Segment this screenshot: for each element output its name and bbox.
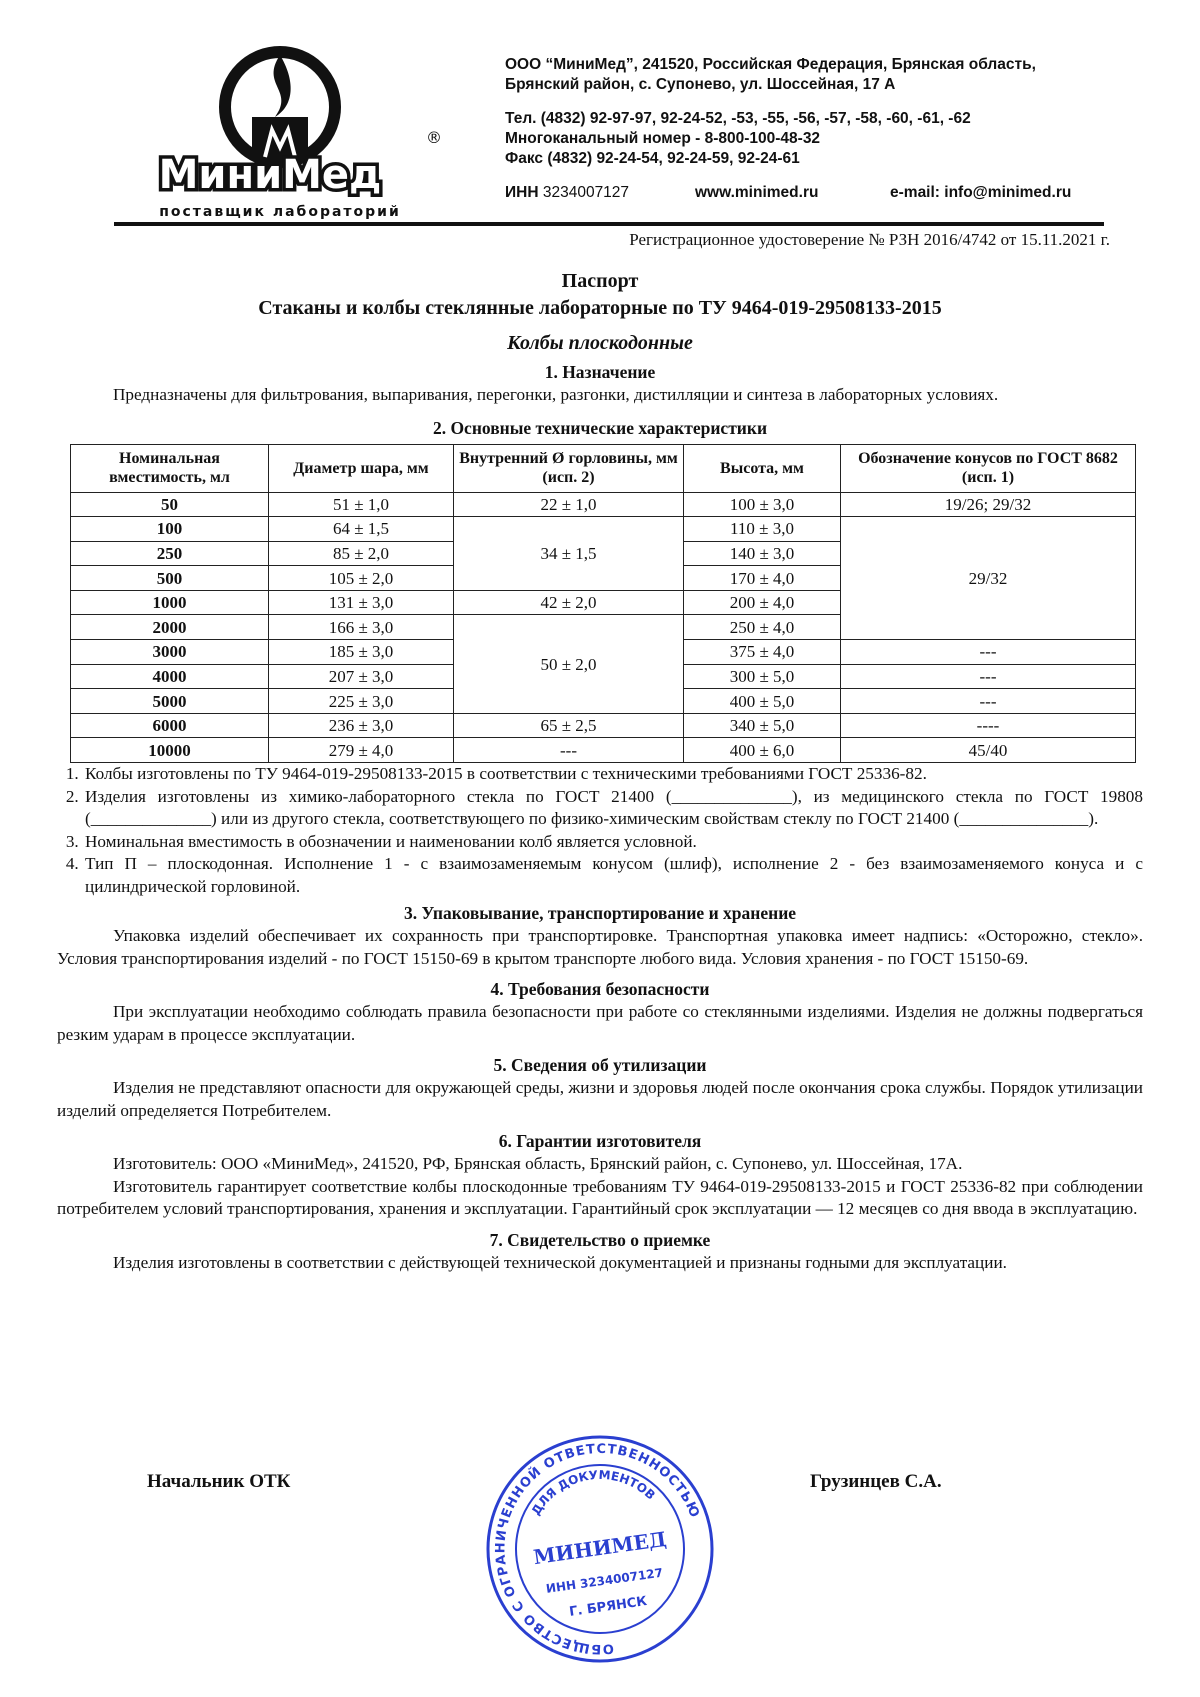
signature-block bbox=[0, 1427, 1200, 1677]
section-heading: 2. Основные технические характеристики bbox=[432, 417, 768, 438]
section-text: Изготовитель: ООО «МиниМед», 241520, РФ, Брянская область, Брянский район, с. Супонево, ул. Шоссейная, 17А. bbox=[113, 1154, 963, 1174]
notes-list bbox=[57, 763, 1143, 898]
doc-title: Паспорт bbox=[561, 270, 639, 292]
product-name: Колбы плоскодонные bbox=[507, 332, 693, 354]
column-header: Номинальная вместимость, мл bbox=[71, 444, 269, 492]
cell-h: 170 ± 4,0 bbox=[684, 566, 841, 591]
document-body bbox=[57, 268, 1143, 1274]
svg-text:ОБЩЕСТВО С ОГРАНИЧЕННОЙ ОТВЕТС: ОБЩЕСТВО С ОГРАНИЧЕННОЙ ОТВЕТСТВЕННОСТЬЮ bbox=[493, 1441, 703, 1657]
specs-table bbox=[70, 444, 1136, 764]
cell-h: 110 ± 3,0 bbox=[684, 517, 841, 542]
section-text: При эксплуатации необходимо соблюдать правила безопасности при работе со стеклянными изделиями. Изделия не должны подвергаться резким ударам в процессе эксплуатации. bbox=[57, 1002, 1143, 1044]
cell-dia: 279 ± 4,0 bbox=[269, 738, 454, 763]
section-heading: 4. Требования безопасности bbox=[490, 979, 710, 1000]
cell-h: 200 ± 4,0 bbox=[684, 590, 841, 615]
cell-dia: 131 ± 3,0 bbox=[269, 590, 454, 615]
cell-neck: --- bbox=[454, 738, 684, 763]
email-link[interactable]: e-mail: info@minimed.ru bbox=[890, 184, 1072, 201]
table-row bbox=[71, 517, 1136, 542]
address-line: ООО “МиниМед”, 241520, Российская Федерация, Брянская область, bbox=[505, 56, 1036, 73]
section-text: Изготовитель гарантирует соответствие колбы плоскодонные требованиям ТУ 9464-019-29508133-2015 и ГОСТ 25336-82 при соблюдении потребителем условий транспортирования, хранения и эксплуатации. Гарантийный срок эксплуатации — 12 месяцев со дня ввода в эксплуатацию. bbox=[57, 1176, 1143, 1219]
cell-neck: 65 ± 2,5 bbox=[454, 713, 684, 738]
cell-cap: 10000 bbox=[71, 738, 269, 763]
cell-cap: 5000 bbox=[71, 689, 269, 714]
cell-h: 400 ± 5,0 bbox=[684, 689, 841, 714]
cell-cap: 4000 bbox=[71, 664, 269, 689]
signature-role: Начальник ОТК bbox=[147, 1471, 291, 1492]
cell-cap: 2000 bbox=[71, 615, 269, 640]
svg-text:®: ® bbox=[426, 128, 442, 147]
cell-cone: --- bbox=[841, 640, 1136, 665]
svg-text:ИНН 3234007127: ИНН 3234007127 bbox=[545, 1565, 664, 1596]
section-heading: 1. Назначение bbox=[544, 362, 656, 382]
fax: Факс (4832) 92-24-54, 92-24-59, 92-24-61 bbox=[505, 150, 800, 167]
section-heading: 3. Упаковывание, транспортирование и хранение bbox=[403, 903, 797, 924]
cell-cone: 19/26; 29/32 bbox=[841, 492, 1136, 517]
doc-subtitle: Стаканы и колбы стеклянные лабораторные по ТУ 9464-019-29508133-2015 bbox=[258, 297, 942, 319]
cell-dia: 185 ± 3,0 bbox=[269, 640, 454, 665]
cell-cap: 1000 bbox=[71, 590, 269, 615]
cell-h: 300 ± 5,0 bbox=[684, 664, 841, 689]
header-divider bbox=[114, 222, 1104, 226]
address-line: Брянский район, с. Супонево, ул. Шоссейная, 17 А bbox=[505, 76, 896, 93]
company-contacts bbox=[505, 55, 1071, 203]
cell-h: 375 ± 4,0 bbox=[684, 640, 841, 665]
svg-text:МиниМед: МиниМед bbox=[158, 152, 382, 198]
cell-dia: 85 ± 2,0 bbox=[269, 541, 454, 566]
minimed-logo bbox=[110, 45, 450, 220]
cell-dia: 207 ± 3,0 bbox=[269, 664, 454, 689]
cell-cap: 100 bbox=[71, 517, 269, 542]
cell-cap: 50 bbox=[71, 492, 269, 517]
svg-text:МИНИМЕД: МИНИМЕД bbox=[531, 1526, 668, 1570]
cell-h: 100 ± 3,0 bbox=[684, 492, 841, 517]
cell-neck: 50 ± 2,0 bbox=[454, 615, 684, 713]
cell-cone: --- bbox=[841, 664, 1136, 689]
note: 3. Номинальная вместимость в обозначении и наименовании колб является условной. bbox=[83, 831, 1143, 854]
cell-dia: 166 ± 3,0 bbox=[269, 615, 454, 640]
company-stamp bbox=[470, 1427, 730, 1672]
note: 1. Колбы изготовлены по ТУ 9464-019-29508133-2015 в соответствии с техническими требованиями ГОСТ 25336-82. bbox=[83, 763, 1143, 786]
cell-dia: 236 ± 3,0 bbox=[269, 713, 454, 738]
cell-neck: 34 ± 1,5 bbox=[454, 517, 684, 591]
phone: Тел. (4832) 92-97-97, 92-24-52, -53, -55, -56, -57, -58, -60, -61, -62 bbox=[505, 110, 971, 127]
svg-text:поставщик лабораторий: поставщик лабораторий bbox=[159, 204, 401, 220]
cell-cap: 6000 bbox=[71, 713, 269, 738]
cell-cone: 45/40 bbox=[841, 738, 1136, 763]
cell-neck: 42 ± 2,0 bbox=[454, 590, 684, 615]
cell-cap: 250 bbox=[71, 541, 269, 566]
cell-dia: 51 ± 1,0 bbox=[269, 492, 454, 517]
cell-cone: 29/32 bbox=[841, 517, 1136, 640]
section-heading: 7. Свидетельство о приемке bbox=[489, 1229, 711, 1250]
section-text: Упаковка изделий обеспечивает их сохранность при транспортировке. Транспортная упаковка имеет надпись: «Осторожно, стекло». Условия транспортирования изделий - по ГОСТ 15150-69 в крытом транспорте любого вида. Условия хранения - по ГОСТ 15150-69. bbox=[57, 926, 1143, 968]
column-header: Диаметр шара, мм bbox=[269, 444, 454, 492]
section-text: Предназначены для фильтрования, выпаривания, перегонки, разгонки, дистилляции и синтеза в лабораторных условиях. bbox=[113, 385, 999, 404]
cell-h: 340 ± 5,0 bbox=[684, 713, 841, 738]
section-text: Изделия изготовлены в соответствии с действующей технической документацией и признаны годными для эксплуатации. bbox=[113, 1252, 1007, 1272]
table-row bbox=[71, 492, 1136, 517]
column-header: Высота, мм bbox=[684, 444, 841, 492]
cell-cone: --- bbox=[841, 689, 1136, 714]
cell-cap: 500 bbox=[71, 566, 269, 591]
cell-cap: 3000 bbox=[71, 640, 269, 665]
signature-name: Грузинцев С.А. bbox=[810, 1471, 942, 1492]
registration-certificate: Регистрационное удостоверение № РЗН 2016/4742 от 15.11.2021 г. bbox=[629, 230, 1110, 249]
cell-dia: 105 ± 2,0 bbox=[269, 566, 454, 591]
multichannel-phone: Многоканальный номер - 8-800-100-48-32 bbox=[505, 130, 821, 147]
svg-text:Г. БРЯНСК: Г. БРЯНСК bbox=[568, 1594, 648, 1620]
inn: 3234007127 bbox=[542, 184, 630, 201]
table-row bbox=[71, 738, 1136, 763]
cell-h: 250 ± 4,0 bbox=[684, 615, 841, 640]
svg-text:ДЛЯ ДОКУМЕНТОВ: ДЛЯ ДОКУМЕНТОВ bbox=[528, 1467, 658, 1518]
column-header: Обозначение конусов по ГОСТ 8682 (исп. 1) bbox=[841, 444, 1136, 492]
section-text: Изделия не представляют опасности для окружающей среды, жизни и здоровья людей после окончания срока службы. Порядок утилизации изделий определяется Потребителем. bbox=[57, 1078, 1143, 1120]
section-heading: 5. Сведения об утилизации bbox=[493, 1055, 707, 1076]
website-link[interactable]: www.minimed.ru bbox=[695, 184, 819, 201]
cell-cone: ---- bbox=[841, 713, 1136, 738]
cell-h: 400 ± 6,0 bbox=[684, 738, 841, 763]
cell-dia: 225 ± 3,0 bbox=[269, 689, 454, 714]
cell-neck: 22 ± 1,0 bbox=[454, 492, 684, 517]
table-row bbox=[71, 713, 1136, 738]
section-heading: 6. Гарантии изготовителя bbox=[498, 1131, 702, 1152]
cell-h: 140 ± 3,0 bbox=[684, 541, 841, 566]
inn-label: ИНН bbox=[505, 184, 539, 201]
column-header: Внутренний Ø горловины, мм (исп. 2) bbox=[454, 444, 684, 492]
note: 4. Тип П – плоскодонная. Исполнение 1 - с взаимозаменяемым конусом (шлиф), исполнение 2 - без взаимозаменяемого конуса и с цилиндрической горловиной. bbox=[83, 853, 1143, 898]
cell-dia: 64 ± 1,5 bbox=[269, 517, 454, 542]
note: 2. Изделия изготовлены из химико-лабораторного стекла по ГОСТ 21400 (______________), из медицинского стекла по ГОСТ 19808 (______________) или из другого стекла, соответствующего по физико-химическим свойствам стеклу по ГОСТ 21400 (_______________). bbox=[83, 786, 1143, 831]
